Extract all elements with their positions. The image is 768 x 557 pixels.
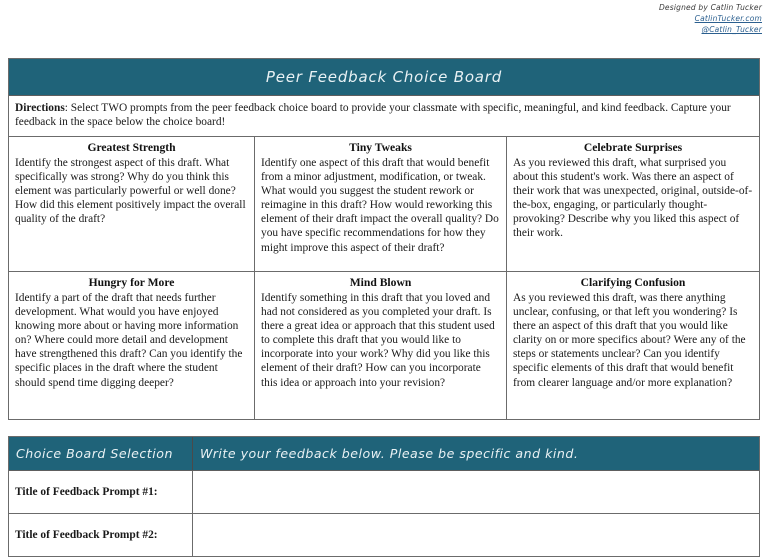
choice-cell-body: Identify the strongest aspect of this draft. What specifically was strong? Why do you think this element was particularly powerful or well done? How did this element positively impact the overall quality of the draft? <box>15 157 246 226</box>
choice-cell-body: As you reviewed this draft, what surprised you about this student's work. Was there an aspect of their work that was unexpected, original, outside-of-the-box, engaging, or particularly thought-provoking? Describe why you liked this aspect of their work. <box>513 157 753 240</box>
feedback-table <box>8 436 760 557</box>
choice-cell-title: Hungry for More <box>88 276 175 289</box>
directions-text: : Select TWO prompts from the peer feedback choice board to provide your classmate with specific, meaningful, and kind feedback. Capture your feedback in the space below the choice board! <box>15 102 731 128</box>
feedback-prompt-1-label: Title of Feedback Prompt #1: <box>9 471 193 513</box>
choice-cell-tiny-tweaks[interactable] <box>255 137 507 272</box>
choice-cell-title: Celebrate Surprises <box>583 141 683 154</box>
feedback-prompt-2-label: Title of Feedback Prompt #2: <box>9 514 193 556</box>
board-banner <box>9 59 759 96</box>
choice-cell-clarifying-confusion[interactable] <box>507 272 759 419</box>
choice-cell-title: Tiny Tweaks <box>349 141 412 154</box>
feedback-prompt-1-input[interactable] <box>193 471 759 513</box>
choice-board-row-1 <box>9 137 759 272</box>
choice-cell-hungry-for-more[interactable] <box>9 272 255 419</box>
page-title: Peer Feedback Choice Board <box>265 68 503 86</box>
choice-board-row-2 <box>9 272 759 419</box>
choice-cell-title: Mind Blown <box>349 276 412 289</box>
feedback-table-header <box>9 437 759 471</box>
credit-block <box>659 2 762 35</box>
choice-cell-mind-blown[interactable] <box>255 272 507 419</box>
directions-label: Directions <box>15 102 65 114</box>
feedback-row-1 <box>9 471 759 514</box>
choice-cell-greatest-strength[interactable] <box>9 137 255 272</box>
feedback-header-instruction: Write your feedback below. Please be specific and kind. <box>200 446 579 461</box>
feedback-prompt-2-input[interactable] <box>193 514 759 556</box>
choice-cell-body: Identify one aspect of this draft that would benefit from a minor adjustment, modification, or tweak. What would you suggest the student rework or reimagine in this draft? How would reworking this element of their draft impact the overall quality? Do you have specific recommendations for how they might improve this aspect of their draft? <box>261 157 499 254</box>
feedback-header-selection: Choice Board Selection <box>9 437 193 470</box>
directions-row <box>9 96 759 137</box>
choice-board-table <box>8 58 760 420</box>
choice-cell-body: As you reviewed this draft, was there anything unclear, confusing, or that left you wondering? Is there an aspect of this draft that you would like clarity on or more specifics about? Were any of the steps or statements unclear? Can you identify specific elements of this draft that would benefit from clearer language and/or more explanation? <box>513 292 746 389</box>
social-handle-link[interactable]: @Catlin_Tucker <box>701 25 762 34</box>
feedback-row-2 <box>9 514 759 556</box>
choice-cell-title: Greatest Strength <box>87 141 176 154</box>
choice-cell-title: Clarifying Confusion <box>580 276 686 289</box>
choice-cell-body: Identify something in this draft that you loved and had not considered as you completed your draft. Is there a great idea or approach that this student used to complete this draft that you would like to incorporate into your work? Why did you like this element of their draft? How can you incorporate this idea or approach into your revision? <box>261 292 495 389</box>
website-link[interactable]: CatlinTucker.com <box>694 14 762 23</box>
choice-cell-body: Identify a part of the draft that needs further development. What would you have enjoyed knowing more about or having more information on? Where could more detail and development have strengthened this draft? Can you identify the specific places in the draft where the student should spend time digging deeper? <box>15 292 243 389</box>
choice-cell-celebrate-surprises[interactable] <box>507 137 759 272</box>
designed-by-text: Designed by Catlin Tucker <box>658 3 762 12</box>
